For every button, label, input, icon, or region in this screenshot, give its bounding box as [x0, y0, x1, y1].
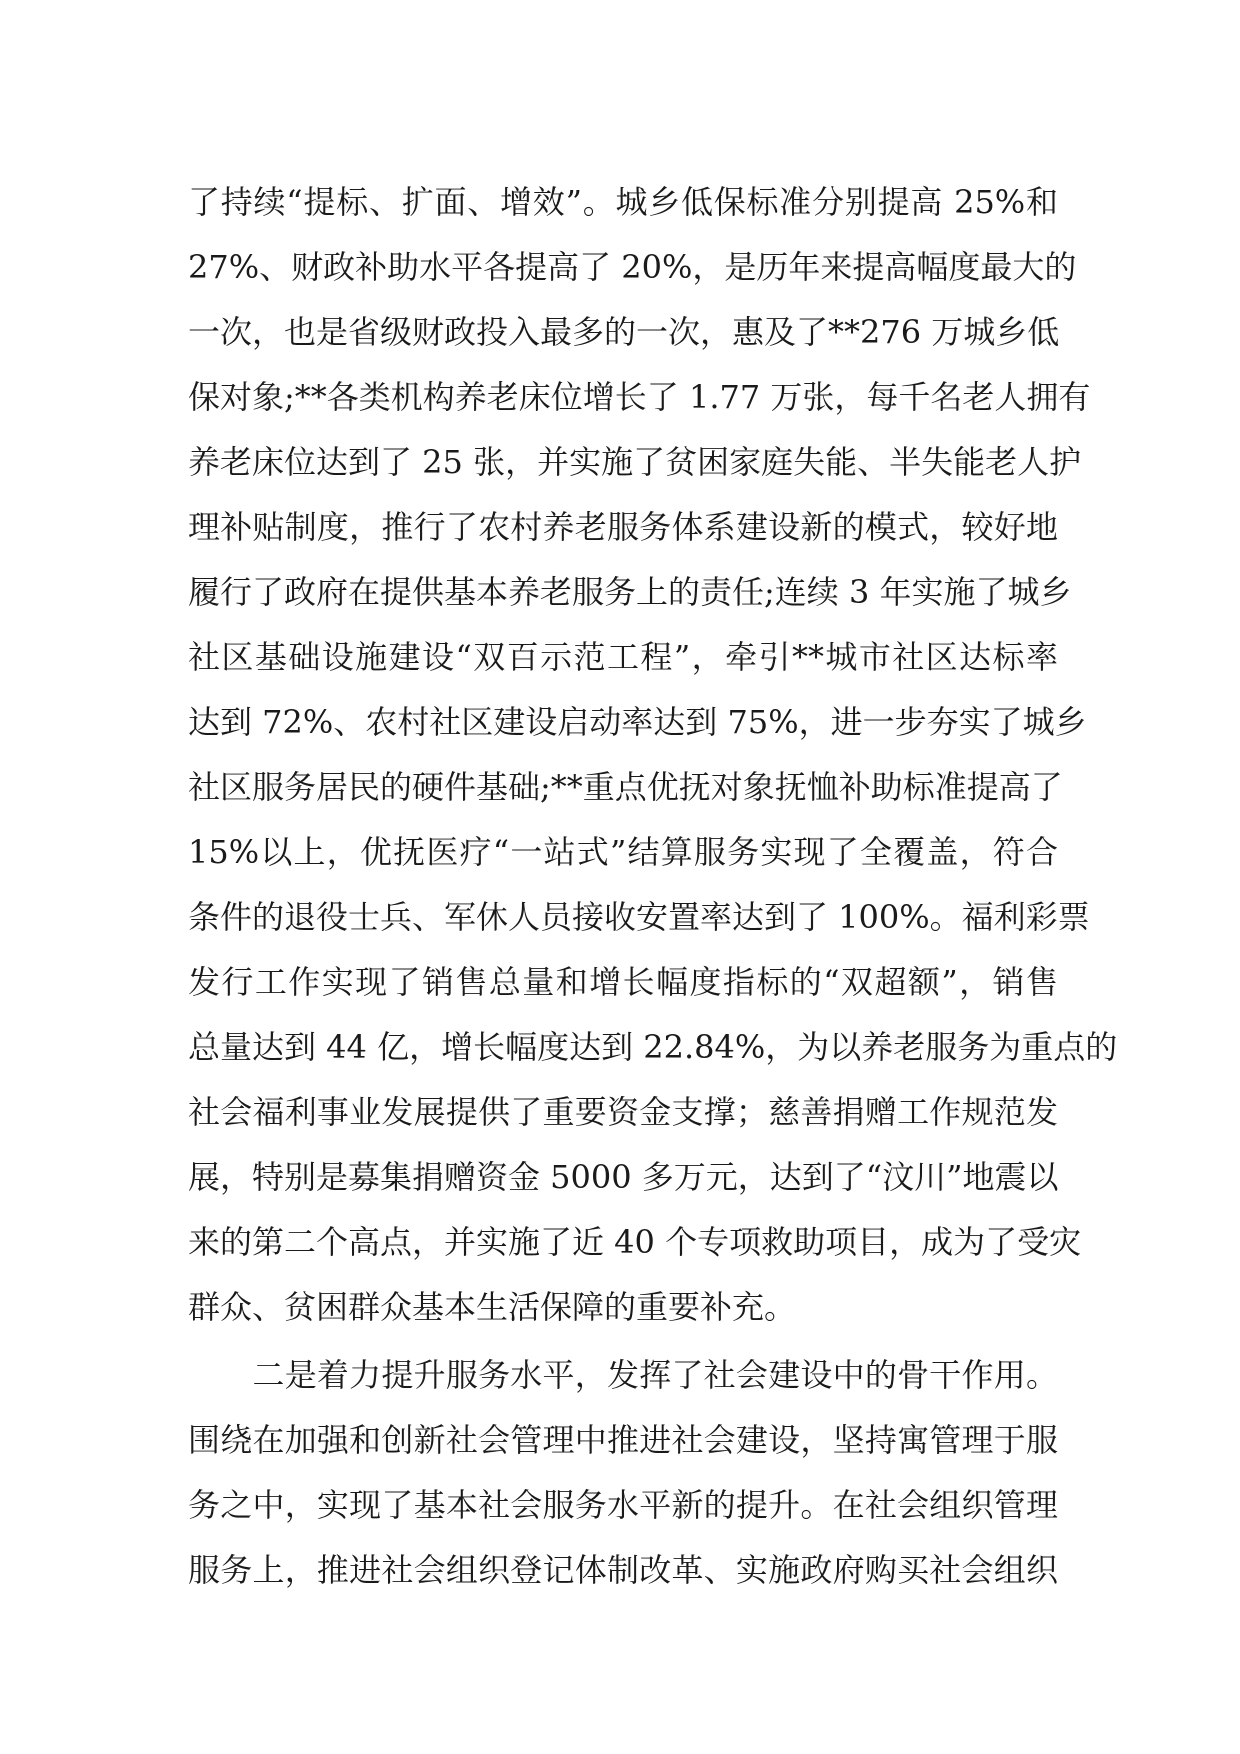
text-line: 二是着力提升服务水平，发挥了社会建设中的骨干作用。	[188, 1356, 1058, 1394]
text-line: 达到 72%、农村社区建设启动率达到 75%，进一步夯实了城乡	[188, 703, 1087, 741]
paragraph-1	[188, 170, 1118, 1340]
text-line: 条件的退役士兵、军休人员接收安置率达到了 100%。福利彩票	[188, 898, 1090, 936]
text-line: 养老床位达到了 25 张，并实施了贫困家庭失能、半失能老人护	[188, 443, 1082, 481]
text-line: 总量达到 44 亿，增长幅度达到 22.84%，为以养老服务为重点的	[188, 1028, 1118, 1066]
text-line: 社区服务居民的硬件基础;**重点优抚对象抚恤补助标准提高了	[188, 768, 1063, 806]
text-line: 围绕在加强和创新社会管理中推进社会建设，坚持寓管理于服	[188, 1421, 1058, 1459]
text-line: 服务上，推进社会组织登记体制改革、实施政府购买社会组织	[188, 1551, 1058, 1589]
text-line: 理补贴制度，推行了农村养老服务体系建设新的模式，较好地	[188, 508, 1058, 546]
text-line: 务之中，实现了基本社会服务水平新的提升。在社会组织管理	[188, 1486, 1058, 1524]
text-line: 27%、财政补助水平各提高了 20%，是历年来提高幅度最大的	[188, 248, 1077, 286]
paragraph-2	[188, 1343, 1058, 1603]
text-line: 发行工作实现了销售总量和增长幅度指标的“双超额”，销售	[188, 963, 1058, 1001]
text-line: 社会福利事业发展提供了重要资金支撑；慈善捐赠工作规范发	[188, 1093, 1058, 1131]
text-line: 展，特别是募集捐赠资金 5000 多万元，达到了“汶川”地震以	[188, 1158, 1059, 1196]
text-line: 了持续“提标、扩面、增效”。城乡低保标准分别提高 25%和	[188, 183, 1058, 221]
text-line: 15%以上，优抚医疗“一站式”结算服务实现了全覆盖，符合	[188, 833, 1058, 871]
text-line: 社区基础设施建设“双百示范工程”，牵引**城市社区达标率	[188, 638, 1058, 676]
text-line: 来的第二个高点，并实施了近 40 个专项救助项目，成为了受灾	[188, 1223, 1082, 1261]
text-line: 一次，也是省级财政投入最多的一次，惠及了**276 万城乡低	[188, 313, 1060, 351]
body-text	[188, 170, 1118, 1603]
text-line: 履行了政府在提供基本养老服务上的责任;连续 3 年实施了城乡	[188, 573, 1072, 611]
text-line: 群众、贫困群众基本生活保障的重要补充。	[188, 1288, 797, 1326]
text-line: 保对象;**各类机构养老床位增长了 1.77 万张，每千名老人拥有	[188, 378, 1091, 416]
